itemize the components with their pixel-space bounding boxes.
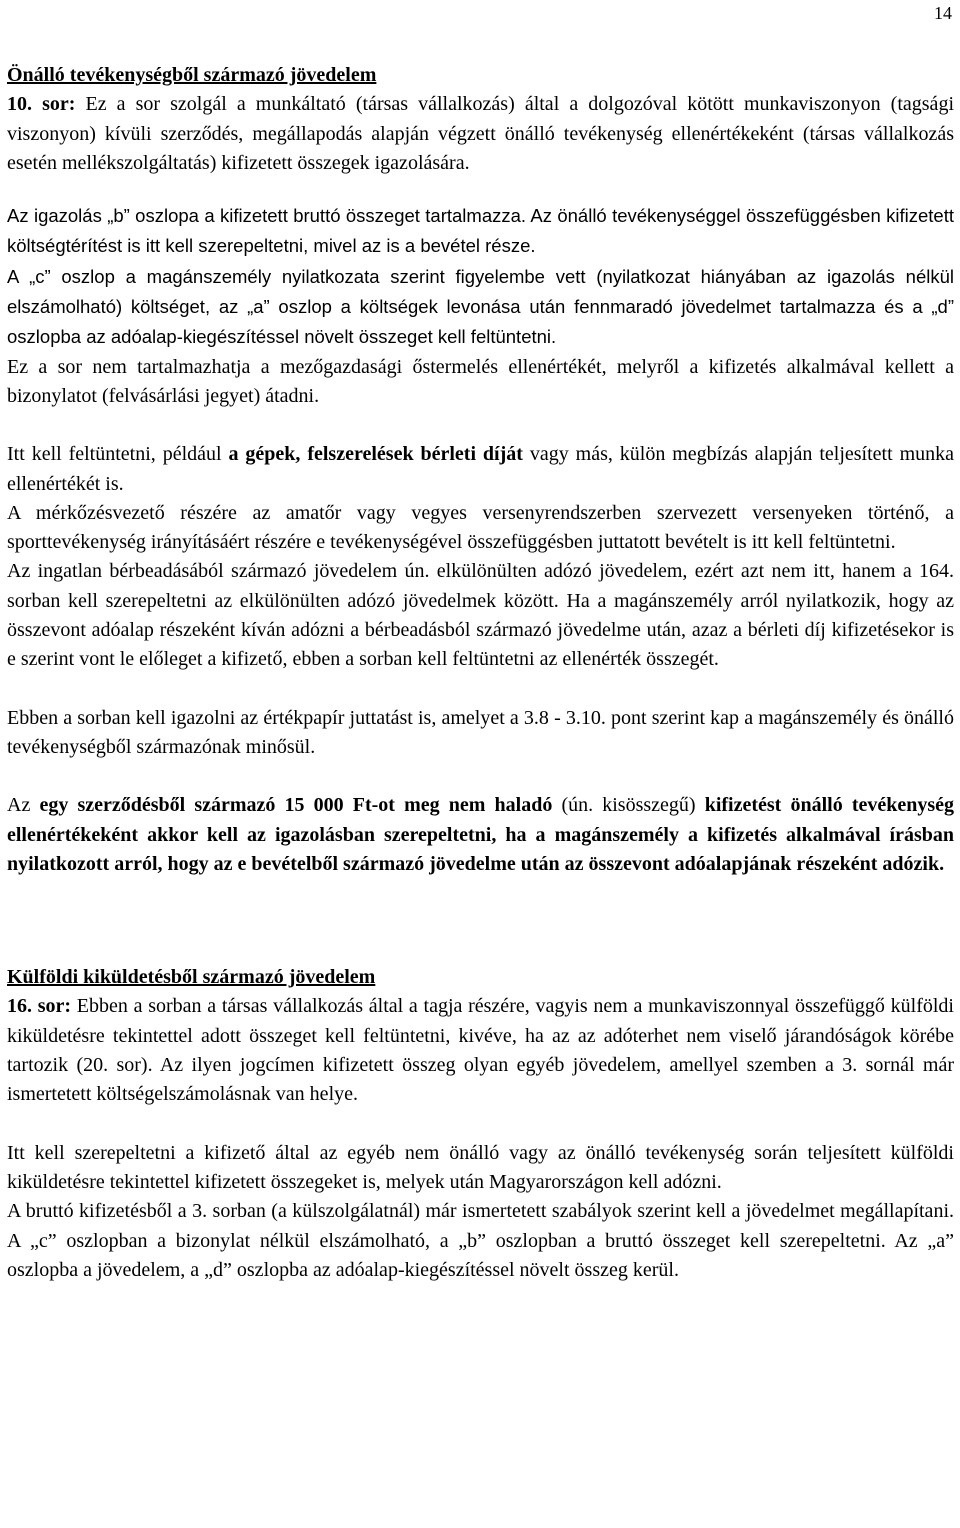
paragraph-igazolas-b — [7, 201, 954, 262]
paragraph-mezogazdasagi: Ez a sor nem tartalmazhatja a mezőgazdasági őstermelés ellenértékét, melyről a kifizetés alkalmával kellett a bizonylatot (felvásárlási jegyet) átadni. — [7, 355, 954, 407]
paragraph-kisosszegu — [7, 791, 954, 879]
paragraph-brutto-kifizetes: A bruttó kifizetésből a 3. sorban (a külszolgálatnál) már ismertetett szabályok szerint kell a jövedelmet megállapítani. A „c” oszlopban a bizonylat nélkül elszámolható, a „b” oszlopban a bruttó összeget kell szerepeltetni. Az „a” oszlopba a jövedelem, a „d” oszlopba az adóalap-kiegészítéssel növelt összeg kerül. — [7, 1200, 954, 1281]
paragraph-text: Az igazolás „b” oszlopa a kifizetett bruttó összeget tartalmazza. — [7, 205, 531, 227]
paragraph-text: Itt kell feltüntetni, például — [7, 443, 229, 466]
emphasis-berleti-dij: a gépek, felszerelések bérleti díját — [228, 443, 523, 466]
paragraph-merkozesvezeto: A mérkőzésvezető részére az amatőr vagy vegyes versenyrendszerben szervezett versenyeken történő, a sporttevékenység irányításáért részére e tevékenységével összefüggésben juttatott bevételt is itt kell feltüntetni. — [7, 501, 954, 554]
page-number: 14 — [934, 3, 952, 23]
paragraph-row-10 — [7, 90, 954, 178]
paragraph-text: Ez a sor szolgál a munkáltató (társas vállalkozás) által a dolgozóval kötött munkaviszonyon (tagsági viszonyon) kívüli szerződés, megállapodás alapján végzett önálló tevékenység ellenértékeként (társas vállalkozás esetén mellékszolgáltatás) kifizetett összegek igazolására. — [7, 93, 954, 174]
emphasis-szerzodes: egy szerződésből származó 15 000 Ft-ot meg nem haladó — [39, 794, 553, 817]
paragraph-row-16 — [7, 992, 954, 1109]
paragraph-ingatlan: Az ingatlan bérbeadásából származó jövedelem ún. elkülönülten adózó jövedelem, ezért azt nem itt, hanem a 164. sorban kell szerepeltetni az elkülönülten adózó jövedelmek között. Ha a magánszemély arról nyilatkozik, hogy az összevont adóalap részeként kíván adózni a bérbeadásból származó jövedelme után, azaz a bérleti díj kifizetésekor is e szerint vont le előleget a kifizető, ebben a sorban kell feltüntetni az ellenérték összegét. — [7, 560, 954, 671]
paragraph-text: Az — [7, 794, 40, 817]
emphasis-kifizetes: kifizetést önálló tevékenység ellenértékeként akkor kell az igazolásban szerepeltetni, ha a magánszemély a kifizetés alkalmával írásban nyilatkozott arról, hogy az e bevételből származó jövedelme után az összevont adóalapjának részeként adózik. — [7, 794, 955, 875]
paragraph-text: Ebben a sorban a társas vállalkozás által a tagja részére, vagyis nem a munkaviszonnyal összefüggő külföldi kiküldetésre tekintettel adott összeget kell feltüntetni, kivéve, ha az az adóterhet nem viselő járandóságok körébe tartozik (20. sor). Az ilyen jogcímen kifizetett összeg olyan egyéb jövedelem, amellyel szemben a 3. sornál már ismertetett költségelszámolásnak van helye. — [7, 995, 954, 1106]
paragraph-berleti-dij — [7, 440, 954, 499]
row-label-16: 16. sor: — [7, 995, 72, 1018]
paragraph-text: vagy más, külön megbízás alapján teljesített munka ellenértékét is. — [7, 443, 955, 495]
paragraph-ertekpapir: Ebben a sorban kell igazolni az értékpapír juttatást is, amelyet a 3.8 - 3.10. pont szerint kap a magánszemély és önálló tevékenységből származónak minősül. — [7, 706, 954, 758]
paragraph-text: (ún. kisösszegű) — [552, 794, 705, 817]
section-heading-onallo: Önálló tevékenységből származó jövedelem — [7, 64, 377, 86]
paragraph-text: A „c” oszlop a magánszemély nyilatkozata szerint figyelembe vett (nyilatkozat hiányában az igazolás nélkül elszámolható) költséget, az „a” oszlop a költségek levonása után fennmaradó jövedelmet tartalmazza és a „d” oszlopba az adóalap-kiegészítéssel növelt összeget kell feltüntetni. — [7, 265, 954, 348]
section-heading-kulfoldi: Külföldi kiküldetésből származó jövedelem — [7, 966, 376, 989]
paragraph-c-oszlop — [7, 262, 954, 353]
row-label-10: 10. sor: — [7, 93, 76, 116]
document-body — [7, 61, 954, 1285]
paragraph-text: Az önálló tevékenységgel összefüggésben kifizetett költségtérítést is itt kell szerepeltetni, mivel az is a bevétel része. — [7, 205, 954, 257]
paragraph-kikuldetes: Itt kell szerepeltetni a kifizető által az egyéb nem önálló vagy az önálló tevékenység során teljesített külföldi kiküldetésre tekintettel kifizetett összegeket is, melyek után Magyarországon kell adózni. — [7, 1141, 954, 1193]
